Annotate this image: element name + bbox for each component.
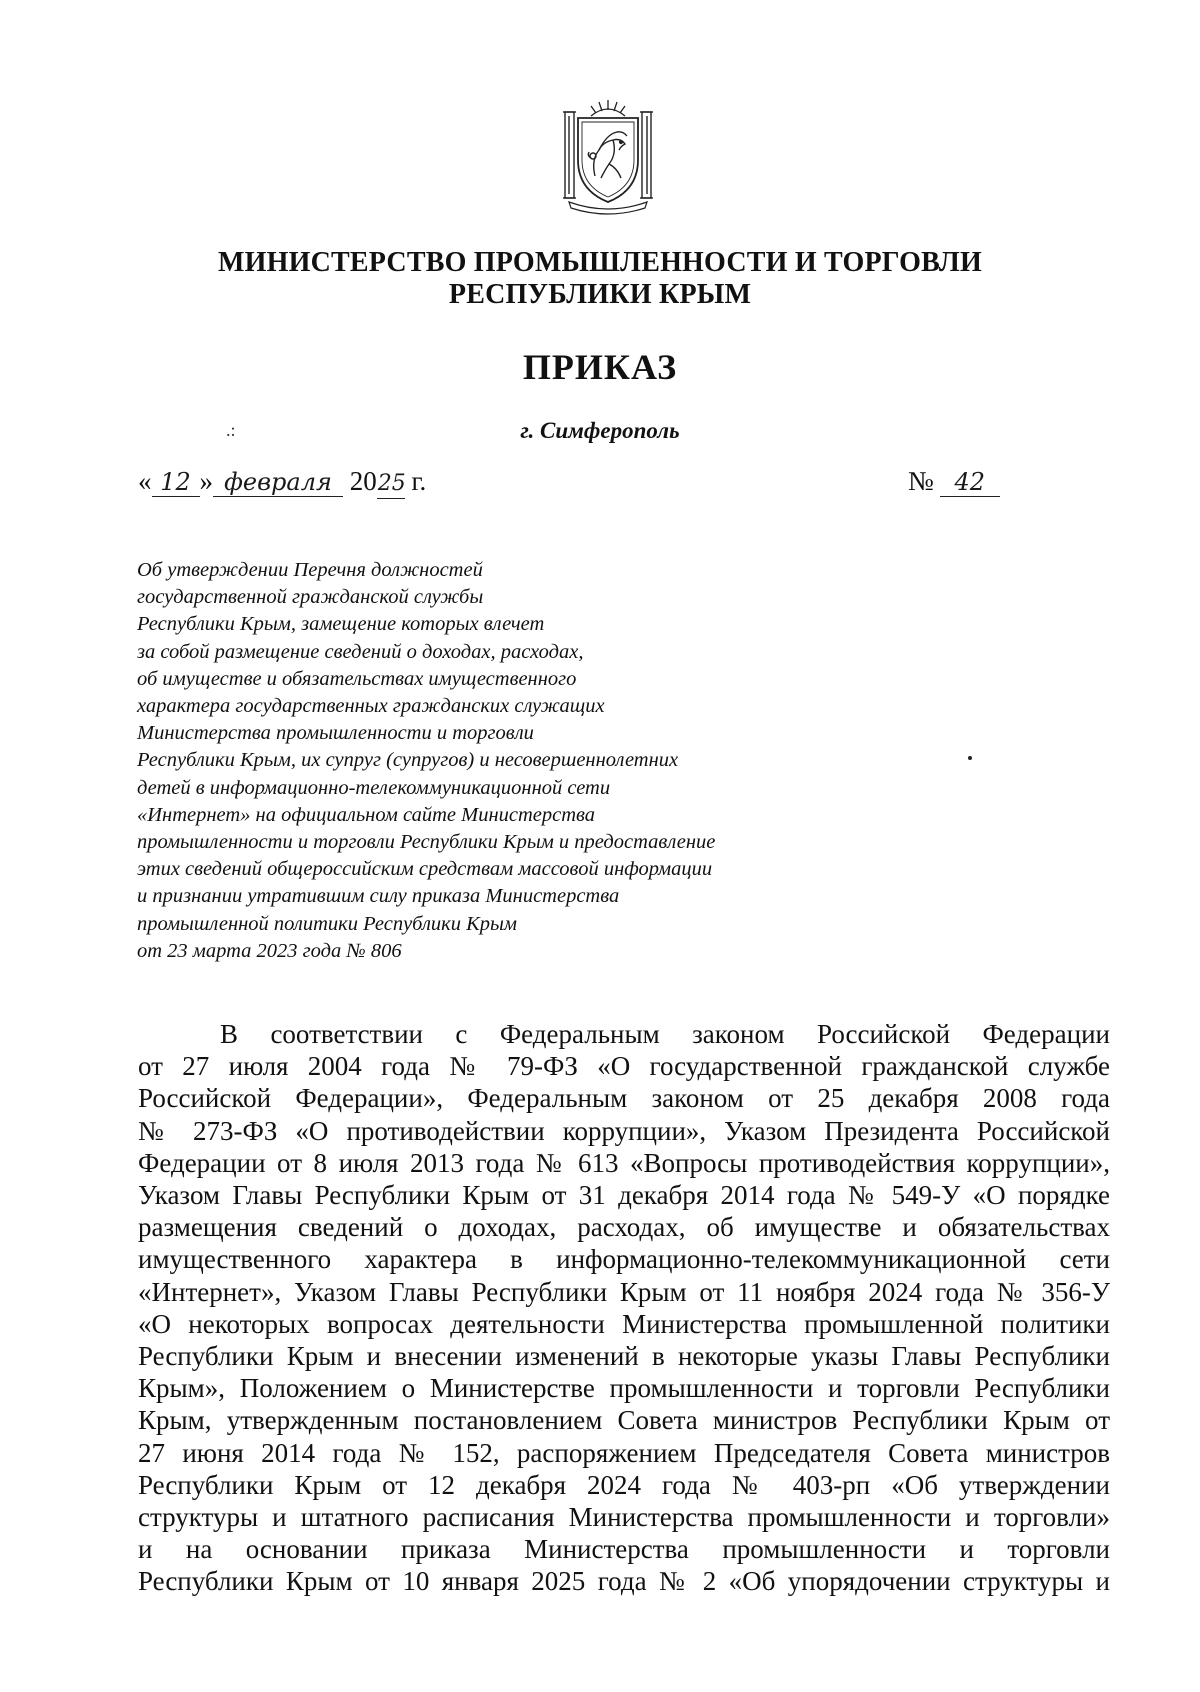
crimea-coat-of-arms-icon — [561, 98, 655, 216]
body-line: Крым», Положением о Министерстве промышленности и торговли Республики — [138, 1373, 1110, 1404]
order-date — [138, 466, 426, 499]
subject-line: об имуществе и обязательствах имущественного — [137, 667, 577, 690]
city-name: г. Симферополь — [520, 418, 680, 443]
date-month-handwritten: февраля — [213, 468, 343, 497]
body-line: Российской Федерации», Федеральным законом от 25 декабря 2008 года — [138, 1083, 1110, 1114]
subject-line: этих сведений общероссийским средствам массовой информации — [137, 858, 713, 881]
ministry-name-line1: МИНИСТЕРСТВО ПРОМЫШЛЕННОСТИ И ТОРГОВЛИ — [218, 247, 982, 278]
subject-line: государственной гражданской службы — [137, 586, 484, 609]
subject-line: промышленности и торговли Республики Крым и предоставление — [137, 831, 716, 854]
scan-speck: .: — [226, 420, 236, 440]
subject-line: Республики Крым, замещение которых влечет — [137, 613, 545, 636]
subject-line: за собой размещение сведений о доходах, расходах, — [137, 640, 584, 663]
date-day-handwritten: 12 — [152, 468, 200, 497]
body-line: Крым, утвержденным постановлением Совета министров Республики Крым от — [138, 1405, 1110, 1436]
date-year-prefix: 20 — [349, 466, 377, 496]
subject-line: Республики Крым, их супруг (супругов) и несовершеннолетних — [137, 749, 679, 772]
body-line: и на основании приказа Министерства промышленности и торговли — [138, 1534, 1110, 1565]
document-type-title: ПРИКАЗ — [522, 347, 678, 387]
body-line: Республики Крым от 12 декабря 2024 года № 403-рп «Об утверждении — [138, 1469, 1110, 1500]
scan-speck — [968, 756, 972, 760]
body-line: 27 июня 2014 года № 152, распоряжением Председателя Совета министров — [138, 1437, 1110, 1468]
number-value-handwritten: 42 — [940, 468, 1000, 497]
body-line: размещения сведений о доходах, расходах, об имуществе и обязательствах — [138, 1212, 1110, 1243]
order-subject — [137, 557, 857, 965]
order-body-paragraph — [138, 1018, 1110, 1598]
body-line: Республики Крым от 10 января 2025 года № 2 «Об упорядочении структуры и — [138, 1566, 1110, 1597]
body-line: «О некоторых вопросах деятельности Министерства промышленной политики — [138, 1308, 1110, 1339]
body-line: Указом Главы Республики Крым от 31 декабря 2014 года № 549-У «О порядке — [138, 1180, 1110, 1211]
subject-line: характера государственных гражданских служащих — [137, 695, 605, 718]
body-line: от 27 июля 2004 года № 79-ФЗ «О государственной гражданской службе — [138, 1051, 1110, 1082]
subject-line: и признании утратившим силу приказа Министерства — [137, 885, 620, 908]
subject-line: от 23 марта 2023 года № 806 — [137, 939, 402, 962]
date-year-end: г. — [404, 466, 427, 496]
body-line: Республики Крым и внесении изменений в некоторые указы Главы Республики — [138, 1341, 1110, 1372]
body-line: № 273-ФЗ «О противодействии коррупции», Указом Президента Российской — [138, 1115, 1110, 1146]
subject-line: «Интернет» на официальном сайте Министерства — [137, 803, 596, 826]
body-line: имущественного характера в информационно-телекоммуникационной сети — [138, 1244, 1110, 1275]
subject-line: промышленной политики Республики Крым — [137, 912, 517, 935]
date-open-quote: « — [138, 466, 152, 496]
date-close-quote: » — [199, 466, 213, 496]
subject-line: Об утверждении Перечня должностей — [137, 559, 483, 581]
date-year-handwritten: 25 — [377, 470, 405, 499]
number-label: № — [908, 466, 934, 496]
subject-line: детей в информационно-телекоммуникационной сети — [137, 776, 611, 799]
body-line: «Интернет», Указом Главы Республики Крым от 11 ноября 2024 года № 356-У — [138, 1276, 1110, 1307]
body-line: Федерации от 8 июля 2013 года № 613 «Вопросы противодействия коррупции», — [138, 1147, 1110, 1178]
body-line: В соответствии с Федеральным законом Российской Федерации — [220, 1019, 1110, 1049]
body-line: структуры и штатного расписания Министерства промышленности и торговли» — [138, 1502, 1110, 1533]
ministry-name-line2: РЕСПУБЛИКИ КРЫМ — [448, 279, 752, 310]
subject-line: Министерства промышленности и торговли — [137, 722, 534, 745]
order-number — [908, 466, 1000, 497]
